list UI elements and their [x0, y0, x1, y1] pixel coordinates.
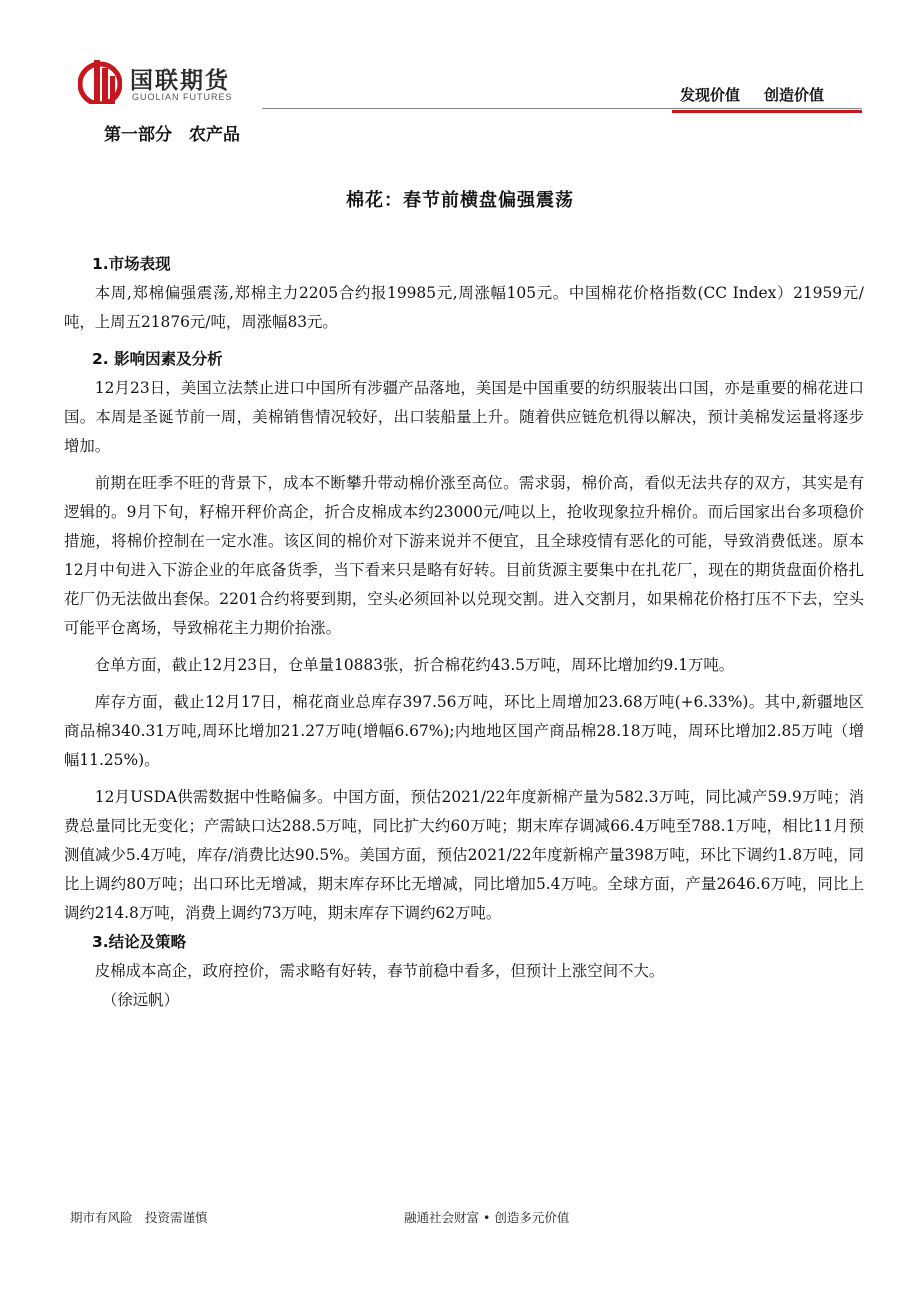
paragraph-market-performance: 本周,郑棉偏强震荡,郑棉主力2205合约报19985元,周涨幅105元。中国棉花价格指数(CC Index）21959元/吨，上周五21876元/吨，周涨幅83元。: [64, 284, 864, 331]
author-name: （徐远帆）: [102, 991, 179, 1009]
slogan-discover: 发现价值: [680, 86, 741, 104]
paragraph-us-legislation: 12月23日，美国立法禁止进口中国所有涉疆产品落地，美国是中国重要的纺织服装出口国，亦是重要的棉花进口国。本周是圣诞节前一周，美棉销售情况较好，出口装船量上升。随着供应链危机得以解决，预计美棉发运量将逐步增加。: [64, 379, 864, 455]
paragraph-usda: 12月USDA供需数据中性略偏多。中国方面，预估2021/22年度新棉产量为582.3万吨，同比减产59.9万吨；消费总量同比无变化；产需缺口达288.5万吨，同比扩大约60万吨；期末库存调减66.4万吨至788.1万吨，相比11月预测值减少5.4万吨，库存/消费比达90.5%。美国方面，预估2021/22年度新棉产量398万吨，环比下调约1.8万吨，同比上调约80万吨；出口环比无增减，期末库存环比无增减，同比增加5.4万吨。全球方面，产量2646.6万吨，同比上调约214.8万吨，消费上调约73万吨，期末库存下调约62万吨。: [64, 788, 864, 922]
brand-name-en: GUOLIAN FUTURES: [132, 92, 233, 102]
header-divider: [262, 108, 862, 109]
footer-motto: 融通社会财富 • 创造多元价值: [404, 1210, 570, 1225]
heading-market-performance: 1.市场表现: [92, 255, 171, 273]
brand-name-cn: 国联期货: [130, 68, 230, 94]
paragraph-warehouse-receipts: 仓单方面，截止12月23日，仓单量10883张，折合棉花约43.5万吨，周环比增加约9.1万吨。: [94, 656, 735, 674]
slogan-create: 创造价值: [764, 86, 825, 104]
header-accent-bar: [672, 110, 862, 113]
document-title: 棉花：春节前横盘偏强震荡: [346, 190, 574, 211]
header-slogan: [680, 84, 824, 105]
heading-conclusion: 3.结论及策略: [92, 933, 187, 951]
heading-factors-analysis: 2. 影响因素及分析: [92, 350, 223, 368]
paragraph-conclusion: 皮棉成本高企，政府控价，需求略有好转，春节前稳中看多，但预计上涨空间不大。: [94, 962, 665, 980]
page-header: [0, 0, 920, 120]
footer-risk-notice: 期市有风险 投资需谨慎: [70, 1210, 208, 1225]
company-logo: [78, 58, 258, 110]
section-title: 第一部分 农产品: [104, 125, 240, 145]
guolian-logo-icon: [78, 58, 122, 108]
paragraph-cost-demand: 前期在旺季不旺的背景下，成本不断攀升带动棉价涨至高位。需求弱，棉价高，看似无法共存的双方，其实是有逻辑的。9月下旬，籽棉开秤价高企，折合皮棉成本约23000元/吨以上，抢收现象拉升棉价。而后国家出台多项稳价措施，将棉价控制在一定水准。该区间的棉价对下游来说并不便宜，且全球疫情有恶化的可能，导致消费低迷。原本12月中旬进入下游企业的年底备货季，当下看来只是略有好转。目前货源主要集中在扎花厂，现在的期货盘面价格扎花厂仍无法做出套保。2201合约将要到期，空头必须回补以兑现交割。进入交割月，如果棉花价格打压不下去，空头可能平仓离场，导致棉花主力期价抬涨。: [64, 474, 864, 637]
report-body: [64, 250, 864, 1015]
paragraph-inventory: 库存方面，截止12月17日，棉花商业总库存397.56万吨，环比上周增加23.68万吨(+6.33%)。其中,新疆地区商品棉340.31万吨,周环比增加21.27万吨(增幅6.67%);内地地区国产商品棉28.18万吨，周环比增加2.85万吨（增幅11.25%)。: [64, 693, 864, 769]
